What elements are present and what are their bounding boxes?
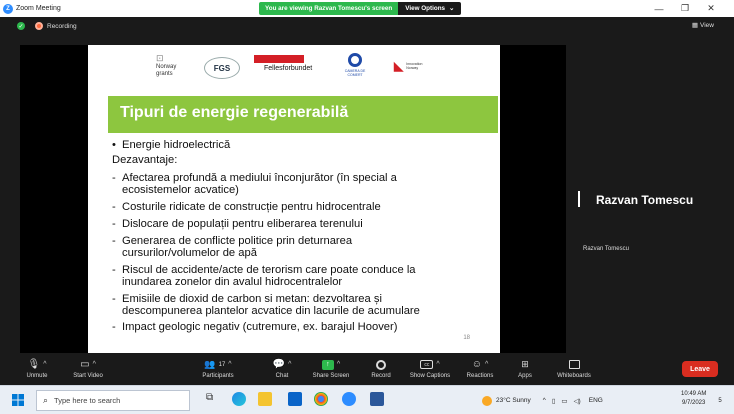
title-bar xyxy=(0,0,734,17)
apps-button[interactable] xyxy=(514,357,536,385)
slide-title-bar xyxy=(108,96,498,133)
recording-label: Recording xyxy=(47,22,77,30)
camera-comert-logo xyxy=(338,53,372,79)
chevron-up-icon[interactable]: ^ xyxy=(484,361,489,368)
meeting-info-bar xyxy=(0,17,734,35)
whiteboard-icon xyxy=(569,360,580,369)
presentation-slide xyxy=(88,45,500,353)
word-icon[interactable] xyxy=(370,392,384,406)
window-title: Zoom Meeting xyxy=(16,5,61,12)
slide-line: • Energie hidroelectrică xyxy=(112,139,231,151)
chat-label: Chat xyxy=(275,373,289,379)
speaker-name-tag: Razvan Tomescu xyxy=(583,246,629,252)
search-placeholder: Type here to search xyxy=(54,396,121,405)
slide-line: - Dislocare de populații pentru eliberarea terenului xyxy=(112,218,363,230)
chevron-up-icon[interactable]: ^ xyxy=(43,361,47,368)
weather-text[interactable]: 23°C Sunny xyxy=(496,397,531,404)
slide-logos xyxy=(88,45,500,95)
show-captions-button[interactable] xyxy=(404,357,456,385)
notifications-icon[interactable] xyxy=(714,394,726,406)
chevron-up-icon[interactable]: ^ xyxy=(436,361,440,368)
emoji-icon: ☺ xyxy=(471,359,482,370)
meeting-toolbar xyxy=(0,357,734,385)
norway-grants-text: Norway grants xyxy=(156,64,177,77)
captions-icon: cc xyxy=(420,360,433,369)
unmute-button[interactable] xyxy=(22,357,52,385)
share-screen-button[interactable] xyxy=(310,357,352,385)
clock-time: 10:49 AM xyxy=(681,391,707,397)
security-shield-icon[interactable]: ✓ xyxy=(18,23,24,30)
zoom-taskbar-icon[interactable] xyxy=(342,392,356,406)
leave-button[interactable]: Leave xyxy=(682,361,718,377)
fellesforbundet-text: Fellesforbundet xyxy=(264,65,313,72)
fgs-logo: FGS xyxy=(204,57,240,79)
speaker-indicator xyxy=(578,191,580,207)
outlook-icon[interactable] xyxy=(288,392,302,406)
windows-taskbar xyxy=(0,385,734,414)
participants-count: 17 xyxy=(218,361,226,368)
edge-icon[interactable] xyxy=(232,392,246,406)
start-video-button[interactable] xyxy=(68,357,108,385)
norway-grants-logo: ⊡ Norway grants xyxy=(156,53,177,77)
speaker-name: Razvan Tomescu xyxy=(596,193,694,207)
close-button[interactable]: ✕ xyxy=(707,3,715,13)
slide-page-number: 18 xyxy=(463,335,470,341)
record-button[interactable] xyxy=(368,357,394,385)
viewing-screen-label: You are viewing Razvan Tomescu's screen xyxy=(259,2,398,15)
chevron-up-icon[interactable]: ^ xyxy=(92,361,96,368)
network-icon[interactable]: ▭ xyxy=(561,397,568,405)
slide-line: - Impact geologic negativ (cutremure, ex. barajul Hoover) xyxy=(112,321,398,333)
fellesforbundet-red-band xyxy=(254,55,304,63)
clock-date: 9/7/2023 xyxy=(682,400,706,406)
reactions-label: Reactions xyxy=(466,373,494,379)
slide-line: Dezavantaje: xyxy=(112,154,178,166)
taskbar-clock[interactable] xyxy=(681,390,706,408)
volume-icon[interactable]: ◁) xyxy=(573,397,581,405)
system-tray xyxy=(482,386,603,414)
slide-line: - Riscul de accidente/acte de terorism care poate conduce la inundarea zonelor din avalul hidrocentralelor xyxy=(112,264,416,288)
chat-button[interactable] xyxy=(268,357,296,385)
chat-bubble-icon: 💬 xyxy=(272,359,286,370)
share-screen-icon: ↑ xyxy=(322,360,334,370)
language-indicator[interactable]: ENG xyxy=(588,397,603,404)
muted-mic-icon: 🎙 xyxy=(27,359,41,370)
view-button[interactable] xyxy=(692,21,714,29)
tray-overflow-icon[interactable]: ^ xyxy=(542,397,546,404)
chevron-up-icon[interactable]: ^ xyxy=(336,361,341,368)
camera-text: CAMERA DE COMERT xyxy=(344,69,366,77)
windows-start-icon[interactable] xyxy=(12,393,24,405)
taskbar-search-box[interactable] xyxy=(36,390,190,411)
slide-title: Tipuri de energie regenerabilă xyxy=(120,104,349,121)
participants-label: Participants xyxy=(202,373,234,379)
meeting-area xyxy=(0,17,734,357)
show-captions-label: Show Captions xyxy=(409,373,451,379)
file-explorer-icon[interactable] xyxy=(258,392,272,406)
minimize-button[interactable]: — xyxy=(654,3,664,14)
record-icon xyxy=(376,360,386,370)
participants-icon: 👥 xyxy=(204,359,216,369)
weather-icon xyxy=(482,396,492,406)
fellesforbundet-logo xyxy=(254,55,324,77)
innovation-norway-logo xyxy=(394,59,444,73)
notification-count: 5 xyxy=(718,398,722,404)
record-label: Record xyxy=(371,373,391,379)
apps-icon: ⊞ xyxy=(521,359,529,369)
participants-button[interactable] xyxy=(198,357,238,385)
share-banner xyxy=(259,2,461,15)
chevron-up-icon[interactable]: ^ xyxy=(288,361,292,368)
whiteboards-label: Whiteboards xyxy=(557,373,591,379)
tray-app-icon[interactable]: ▯ xyxy=(551,397,556,405)
chrome-icon[interactable] xyxy=(314,392,328,406)
restore-button[interactable]: ❐ xyxy=(680,3,690,13)
innovation-mark-icon: ◣ xyxy=(394,59,404,73)
chevron-down-icon: ⌄ xyxy=(449,5,455,12)
slide-line: - Emisiile de dioxid de carbon si metan: dezvoltarea și descompunerea plantelor acvatice din lacurile de acumulare xyxy=(112,293,420,317)
zoom-logo-icon: Z xyxy=(3,4,13,14)
shared-screen xyxy=(20,45,566,353)
view-options-button[interactable] xyxy=(398,2,461,15)
video-off-icon: ▭ xyxy=(80,359,90,370)
share-screen-label: Share Screen xyxy=(312,373,350,379)
view-grid-icon: ▦ xyxy=(691,22,699,29)
whiteboards-button[interactable] xyxy=(552,357,596,385)
unmute-label: Unmute xyxy=(26,373,48,379)
chevron-up-icon[interactable]: ^ xyxy=(228,361,232,368)
view-options-label: View Options xyxy=(405,5,446,12)
camera-ring-icon xyxy=(348,53,362,67)
slide-line: - Afectarea profundă a mediului înconjurător (în special a ecosistemelor acvatice) xyxy=(112,172,397,196)
reactions-button[interactable] xyxy=(464,357,496,385)
start-video-label: Start Video xyxy=(73,373,103,379)
search-icon: ⌕ xyxy=(43,395,49,405)
slide-line: - Generarea de conflicte politice prin deturnarea cursurilor/volumelor de apă xyxy=(112,235,353,259)
slide-line: - Costurile ridicate de construcție pentru hidrocentrale xyxy=(112,201,381,213)
task-view-icon[interactable]: ⧉ xyxy=(206,392,214,403)
recording-icon xyxy=(35,22,43,30)
view-label: View xyxy=(700,21,714,29)
apps-label: Apps xyxy=(518,373,532,379)
innovation-norway-text: Innovation Norway xyxy=(406,62,423,70)
